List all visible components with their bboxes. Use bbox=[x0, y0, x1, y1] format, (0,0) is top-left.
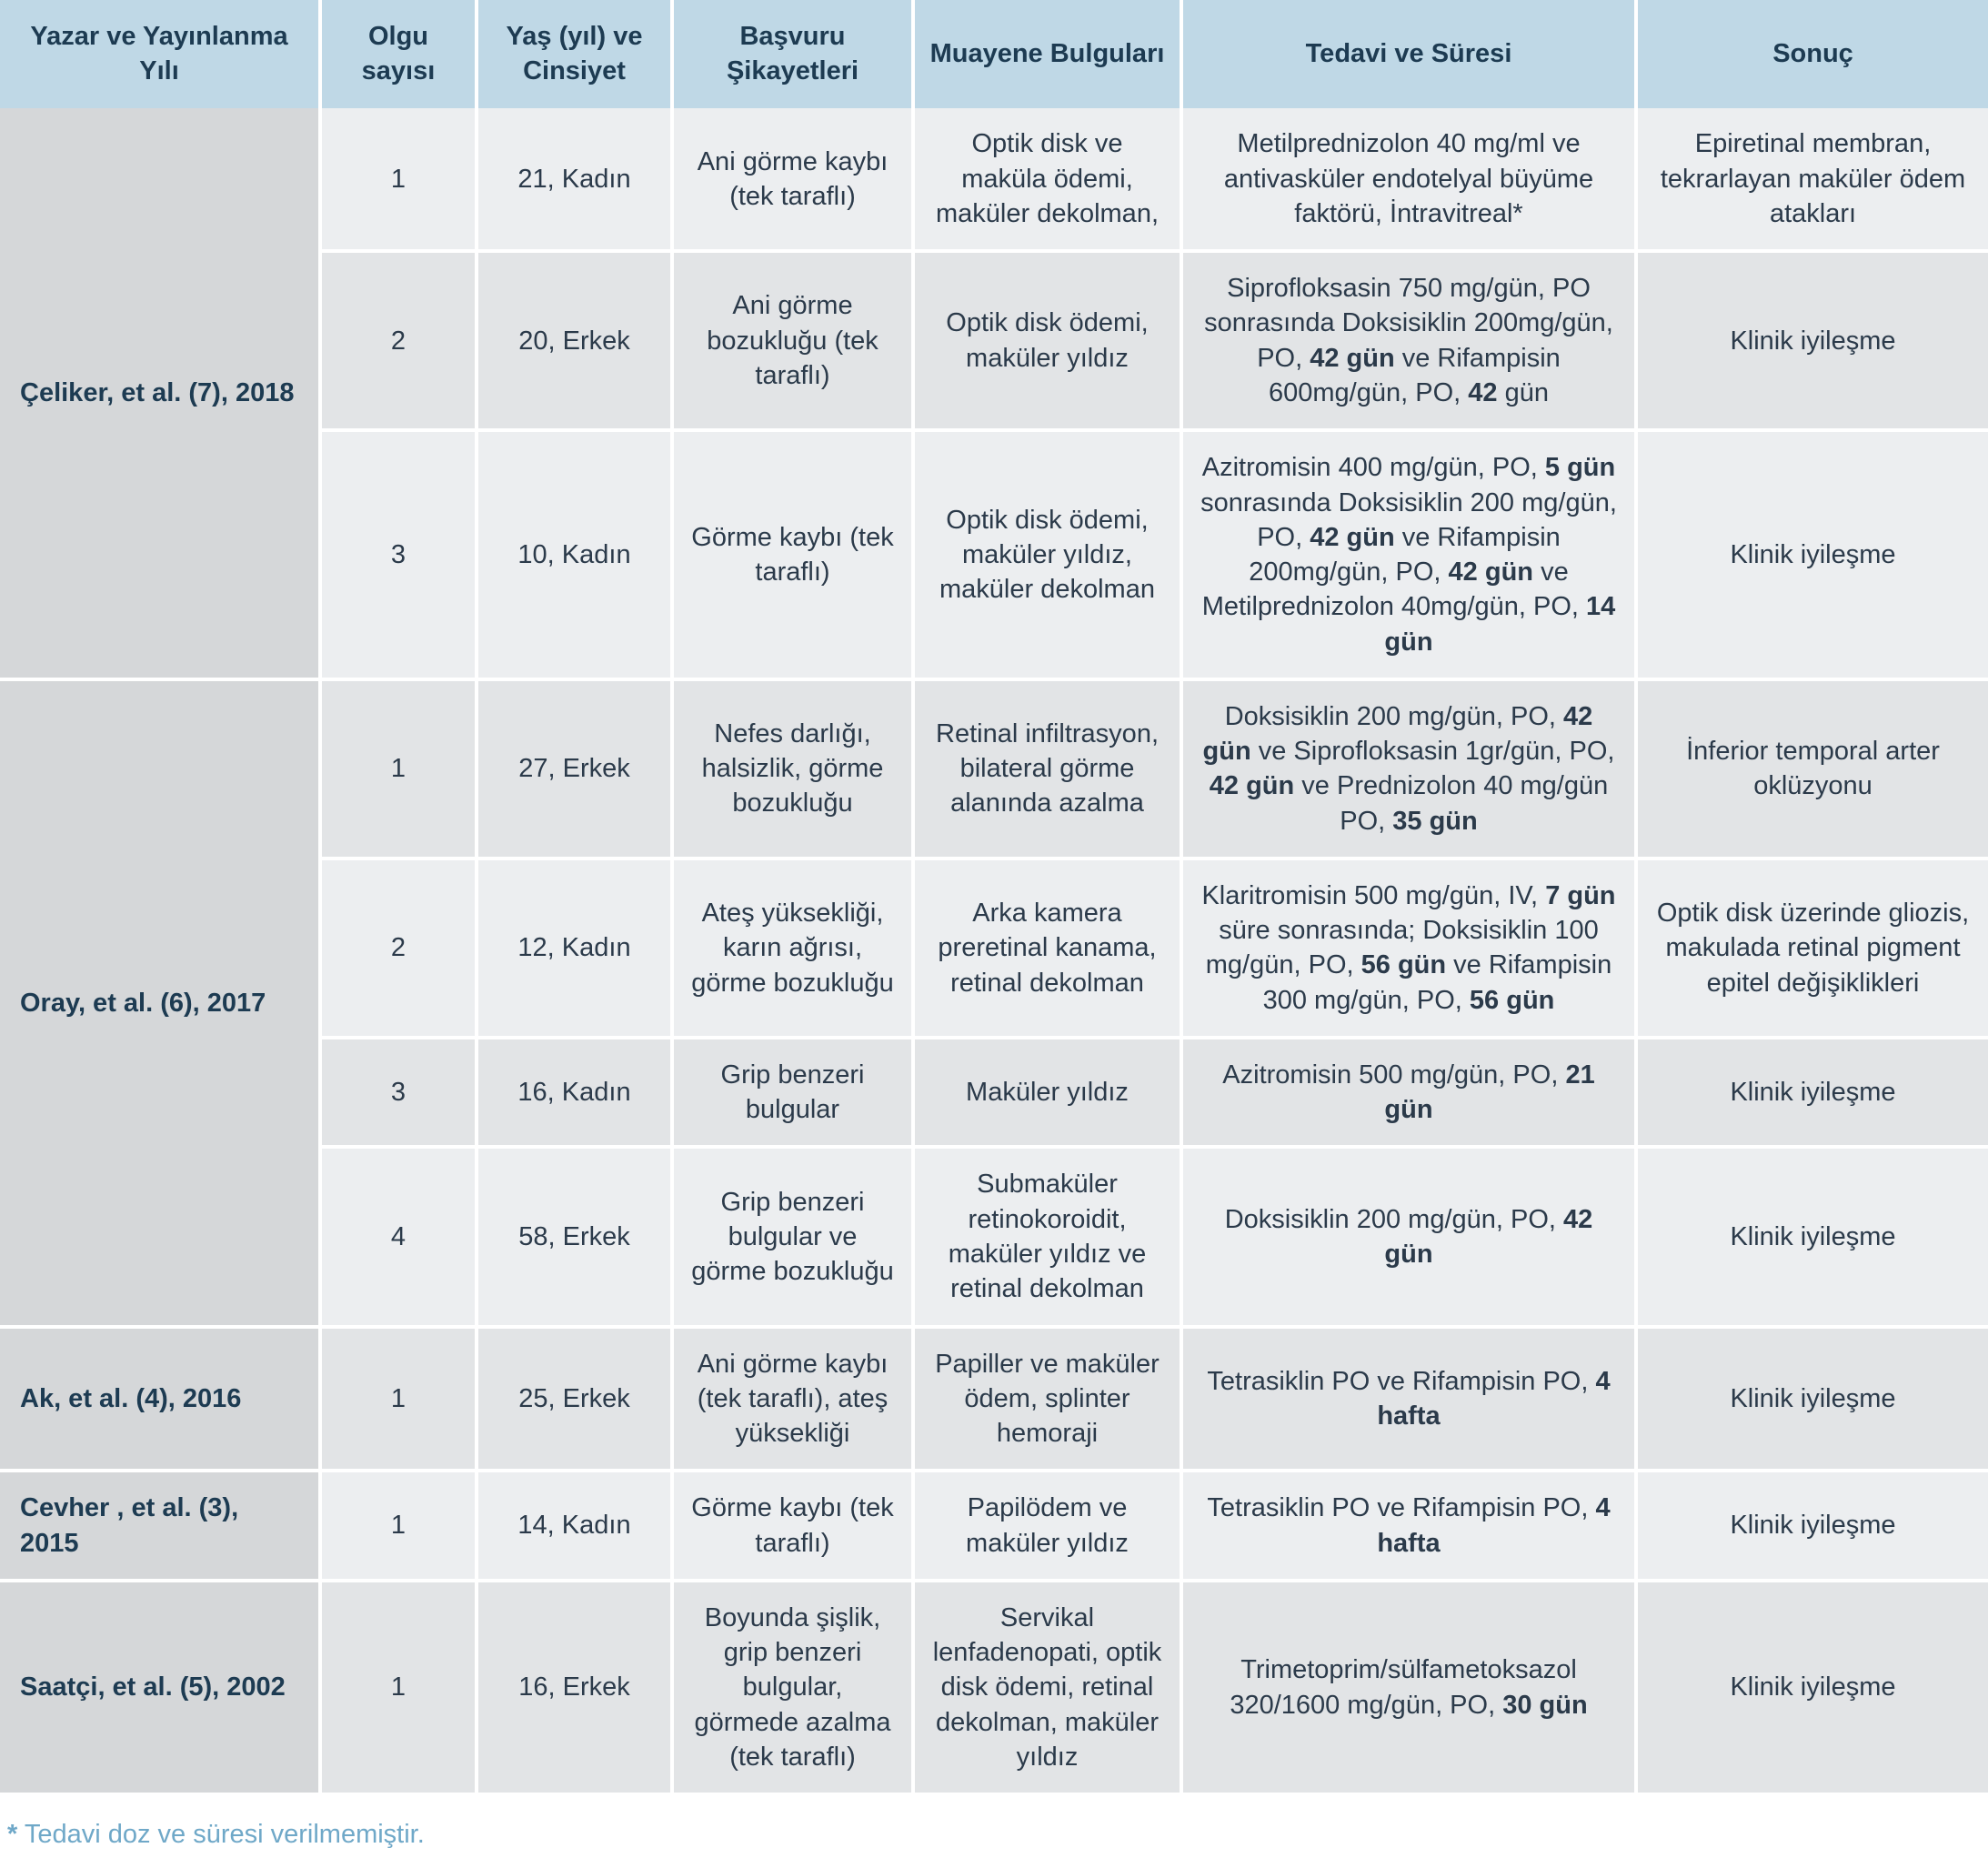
column-header-complaints: Başvuru Şikayetleri bbox=[672, 0, 913, 108]
cell-findings: Arka kamera preretinal kanama, retinal dekolman bbox=[913, 859, 1181, 1038]
cell-complaints: Nefes darlığı, halsizlik, görme bozukluğu bbox=[672, 679, 913, 859]
cell-age-sex: 25, Erkek bbox=[477, 1327, 672, 1471]
cell-case-count: 4 bbox=[320, 1147, 477, 1326]
cell-complaints: Görme kaybı (tek taraflı) bbox=[672, 1471, 913, 1581]
cell-findings: Papiller ve maküler ödem, splinter hemoraji bbox=[913, 1327, 1181, 1471]
cell-age-sex: 16, Kadın bbox=[477, 1038, 672, 1148]
cell-outcome: Klinik iyileşme bbox=[1636, 1327, 1988, 1471]
cell-findings: Maküler yıldız bbox=[913, 1038, 1181, 1148]
cell-author: Çeliker, et al. (7), 2018 bbox=[0, 108, 320, 678]
cell-age-sex: 21, Kadın bbox=[477, 108, 672, 251]
table-row bbox=[0, 1471, 1988, 1581]
cell-case-count: 2 bbox=[320, 251, 477, 430]
cell-findings: Papilödem ve maküler yıldız bbox=[913, 1471, 1181, 1581]
cell-findings: Optik disk ödemi, maküler yıldız bbox=[913, 251, 1181, 430]
cell-outcome: Klinik iyileşme bbox=[1636, 1147, 1988, 1326]
column-header-findings: Muayene Bulguları bbox=[913, 0, 1181, 108]
column-header-age-sex: Yaş (yıl) ve Cinsiyet bbox=[477, 0, 672, 108]
cell-treatment: Klaritromisin 500 mg/gün, IV, 7 gün süre sonrasında; Doksisiklin 100 mg/gün, PO, 56 gün ve Rifampisin 300 mg/gün, PO, 56 gün bbox=[1181, 859, 1636, 1038]
cell-case-count: 1 bbox=[320, 1327, 477, 1471]
footnote-text: Tedavi doz ve süresi verilmemiştir. bbox=[17, 1820, 425, 1850]
table-row bbox=[0, 108, 1988, 251]
cell-findings: Servikal lenfadenopati, optik disk ödemi, retinal dekolman, maküler yıldız bbox=[913, 1581, 1181, 1794]
table-footnote bbox=[0, 1796, 1988, 1868]
cell-outcome: Klinik iyileşme bbox=[1636, 1471, 1988, 1581]
cell-case-count: 3 bbox=[320, 430, 477, 679]
cell-outcome: Klinik iyileşme bbox=[1636, 251, 1988, 430]
cell-author: Ak, et al. (4), 2016 bbox=[0, 1327, 320, 1471]
cell-author: Saatçi, et al. (5), 2002 bbox=[0, 1581, 320, 1794]
table-row bbox=[0, 1581, 1988, 1794]
cell-outcome: Epiretinal membran, tekrarlayan maküler ödem atakları bbox=[1636, 108, 1988, 251]
cell-case-count: 1 bbox=[320, 679, 477, 859]
cell-treatment: Metilprednizolon 40 mg/ml ve antivasküler endotelyal büyüme faktörü, İntravitreal* bbox=[1181, 108, 1636, 251]
cell-age-sex: 20, Erkek bbox=[477, 251, 672, 430]
cell-case-count: 2 bbox=[320, 859, 477, 1038]
cell-author: Cevher , et al. (3), 2015 bbox=[0, 1471, 320, 1581]
cell-complaints: Ani görme bozukluğu (tek taraflı) bbox=[672, 251, 913, 430]
cell-complaints: Grip benzeri bulgular bbox=[672, 1038, 913, 1148]
header-row bbox=[0, 0, 1988, 108]
cell-age-sex: 58, Erkek bbox=[477, 1147, 672, 1326]
cell-complaints: Görme kaybı (tek taraflı) bbox=[672, 430, 913, 679]
cell-treatment: Siprofloksasin 750 mg/gün, PO sonrasında Doksisiklin 200mg/gün, PO, 42 gün ve Rifampisin 600mg/gün, PO, 42 gün bbox=[1181, 251, 1636, 430]
cell-case-count: 1 bbox=[320, 108, 477, 251]
cell-case-count: 3 bbox=[320, 1038, 477, 1148]
cell-outcome: Optik disk üzerinde gliozis, makulada retinal pigment epitel değişiklikleri bbox=[1636, 859, 1988, 1038]
column-header-case-count: Olgu sayısı bbox=[320, 0, 477, 108]
cell-outcome: Klinik iyileşme bbox=[1636, 1581, 1988, 1794]
cell-findings: Optik disk ve maküla ödemi, maküler dekolman, bbox=[913, 108, 1181, 251]
cell-case-count: 1 bbox=[320, 1581, 477, 1794]
cell-complaints: Ateş yüksekliği, karın ağrısı, görme bozukluğu bbox=[672, 859, 913, 1038]
cell-treatment: Trimetoprim/sülfametoksazol 320/1600 mg/gün, PO, 30 gün bbox=[1181, 1581, 1636, 1794]
cell-findings: Submaküler retinokoroidit, maküler yıldız ve retinal dekolman bbox=[913, 1147, 1181, 1326]
table-body bbox=[0, 108, 1988, 1794]
cell-outcome: İnferior temporal arter oklüzyonu bbox=[1636, 679, 1988, 859]
cell-complaints: Ani görme kaybı (tek taraflı), ateş yüksekliği bbox=[672, 1327, 913, 1471]
cell-complaints: Ani görme kaybı (tek taraflı) bbox=[672, 108, 913, 251]
cell-outcome: Klinik iyileşme bbox=[1636, 430, 1988, 679]
cell-age-sex: 16, Erkek bbox=[477, 1581, 672, 1794]
cell-findings: Optik disk ödemi, maküler yıldız, maküler dekolman bbox=[913, 430, 1181, 679]
cell-findings: Retinal infiltrasyon, bilateral görme alanında azalma bbox=[913, 679, 1181, 859]
cell-treatment: Doksisiklin 200 mg/gün, PO, 42 gün ve Siprofloksasin 1gr/gün, PO, 42 gün ve Prednizolon 40 mg/gün PO, 35 gün bbox=[1181, 679, 1636, 859]
cell-treatment: Azitromisin 500 mg/gün, PO, 21 gün bbox=[1181, 1038, 1636, 1148]
cell-treatment: Azitromisin 400 mg/gün, PO, 5 gün sonrasında Doksisiklin 200 mg/gün, PO, 42 gün ve Rifampisin 200mg/gün, PO, 42 gün ve Metilprednizolon 40mg/gün, PO, 14 gün bbox=[1181, 430, 1636, 679]
cell-treatment: Tetrasiklin PO ve Rifampisin PO, 4 hafta bbox=[1181, 1471, 1636, 1581]
column-header-treatment: Tedavi ve Süresi bbox=[1181, 0, 1636, 108]
cell-case-count: 1 bbox=[320, 1471, 477, 1581]
column-header-author: Yazar ve Yayınlanma Yılı bbox=[0, 0, 320, 108]
cell-age-sex: 27, Erkek bbox=[477, 679, 672, 859]
cell-complaints: Grip benzeri bulgular ve görme bozukluğu bbox=[672, 1147, 913, 1326]
cell-treatment: Tetrasiklin PO ve Rifampisin PO, 4 hafta bbox=[1181, 1327, 1636, 1471]
cell-age-sex: 12, Kadın bbox=[477, 859, 672, 1038]
table-header bbox=[0, 0, 1988, 108]
cell-outcome: Klinik iyileşme bbox=[1636, 1038, 1988, 1148]
footnote-star: * bbox=[7, 1820, 18, 1850]
cell-complaints: Boyunda şişlik, grip benzeri bulgular, görmede azalma (tek taraflı) bbox=[672, 1581, 913, 1794]
cell-age-sex: 10, Kadın bbox=[477, 430, 672, 679]
table-row bbox=[0, 679, 1988, 859]
cell-author: Oray, et al. (6), 2017 bbox=[0, 679, 320, 1327]
table-row bbox=[0, 1327, 1988, 1471]
cell-age-sex: 14, Kadın bbox=[477, 1471, 672, 1581]
column-header-outcome: Sonuç bbox=[1636, 0, 1988, 108]
cell-treatment: Doksisiklin 200 mg/gün, PO, 42 gün bbox=[1181, 1147, 1636, 1326]
